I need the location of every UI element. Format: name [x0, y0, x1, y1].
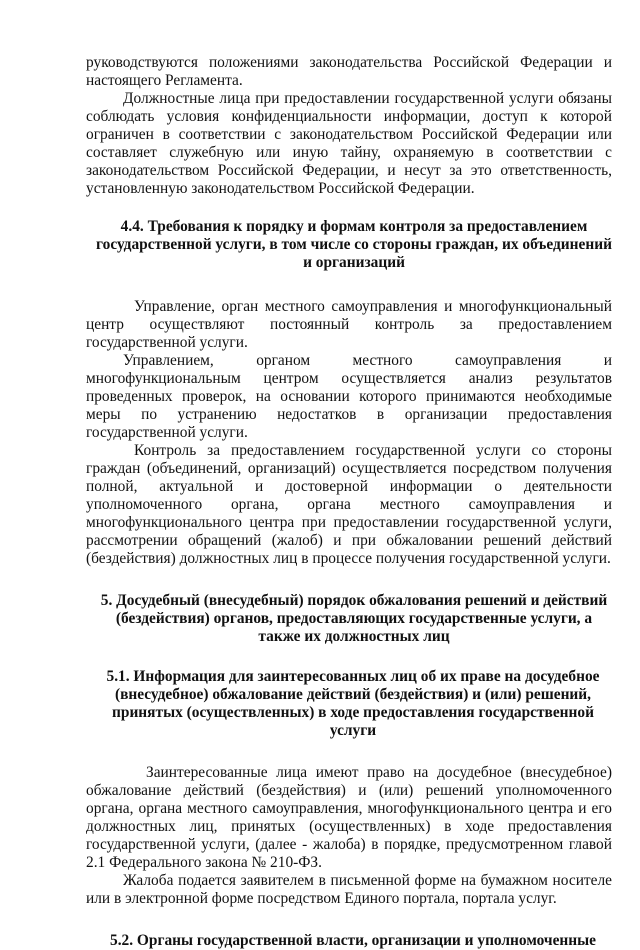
paragraph-control-1: Управление, орган местного самоуправления и многофункциональный центр осуществляют постоянный контроль за предоставлением государственной услуги. [86, 298, 612, 351]
heading-5-1: 5.1. Информация для заинтересованных лиц об их праве на досудебное (внесудебное) обжалование действий (бездействия) и (или) решений, принятых (осуществленных) в ходе предоставления государственной услуги [106, 668, 600, 739]
heading-5: 5. Досудебный (внесудебный) порядок обжалования решений и действий (бездействия) органов, предоставляющих государственные услуги, а также их должностных лиц [100, 592, 608, 645]
paragraph-intro: руководствуются положениями законодательства Российской Федерации и настоящего Регламента. [86, 54, 612, 89]
paragraph-rights: Заинтересованные лица имеют право на досудебное (внесудебное) обжалование действий (бездействия) и (или) решений уполномоченного органа, органа местного самоуправления, многофункционального центра и его должностных лиц, принятых (осуществленных) в ходе предоставления государственной услуги, (далее - жалоба) в порядке, предусмотренном главой 2.1 Федерального закона № 210-ФЗ. [86, 764, 612, 871]
paragraph-control-3: Контроль за предоставлением государственной услуги со стороны граждан (объединений, организаций) осуществляется посредством получения полной, актуальной и достоверной информации о деятельности уполномоченного органа, органа местного самоуправления и многофункционального центра при предоставлении государственной услуги, рассмотрении обращений (жалоб) и при обжаловании решений действий (бездействия) должностных лиц в процессе получения государственной услуги. [86, 442, 612, 567]
paragraph-control-2: Управлением, органом местного самоуправления и многофункциональным центром осуществляется анализ результатов проведенных проверок, на основании которого принимаются необходимые меры по устранению недостатков в организации предоставления государственной услуги. [86, 352, 612, 441]
paragraph-complaint: Жалоба подается заявителем в письменной форме на бумажном носителе или в электронной форме посредством Единого портала, портала услуг. [86, 872, 612, 907]
paragraph-confidentiality: Должностные лица при предоставлении государственной услуги обязаны соблюдать условия конфиденциальности информации, доступ к которой ограничен в соответствии с законодательством Российской Федерации или составляет служебную или иную тайну, охраняемую в соответствии с законодательством Российской Федерации, и несут за это ответственность, установленную законодательством Российской Федерации. [86, 90, 612, 197]
heading-5-2: 5.2. Органы государственной власти, организации и уполномоченные [110, 932, 596, 949]
heading-4-4: 4.4. Требования к порядку и формам контроля за предоставлением государственной услуги, в том числе со стороны граждан, их объединений и организаций [96, 218, 612, 271]
